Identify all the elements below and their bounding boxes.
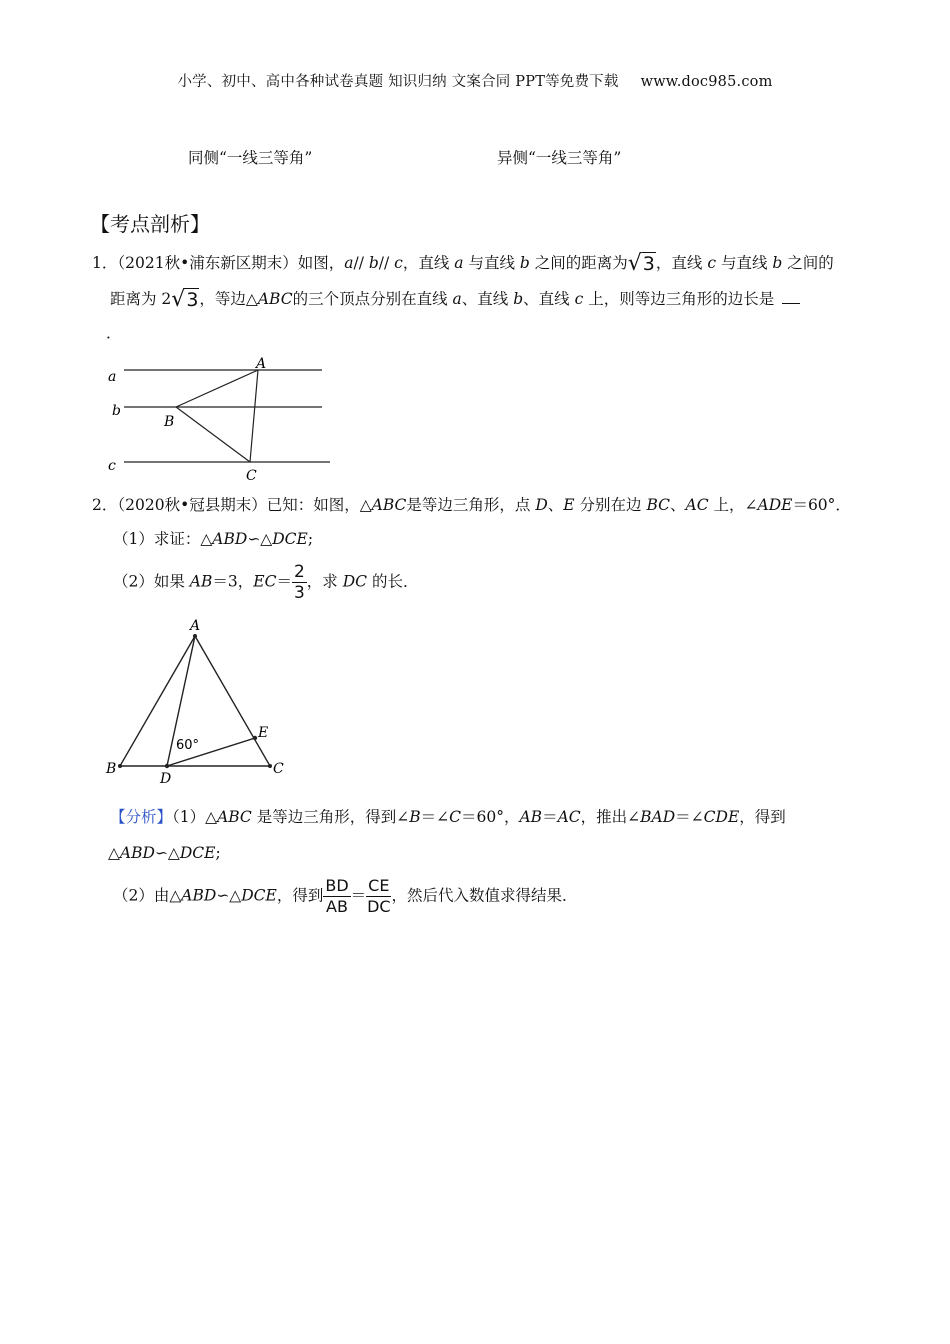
header-site-link[interactable]: www.doc985.com — [640, 74, 773, 90]
analysis-a7: ＝∠ — [675, 808, 704, 826]
q1-dist-label: 距离为 2 — [110, 290, 172, 308]
fraction-ce-dc — [366, 876, 391, 917]
q1-text-3: 之间的距离为 — [529, 254, 628, 272]
fraction-ab: AB — [326, 897, 348, 916]
analysis-c1: （2）由△ — [113, 886, 182, 905]
q1-figure — [100, 352, 340, 488]
analysis-b2: ∽△ — [154, 844, 180, 862]
q2-angle-ade: ADE — [757, 496, 793, 514]
label-point-a: A — [256, 356, 267, 372]
q1-text-6: 之间的 — [782, 254, 834, 272]
label-line-c: c — [108, 458, 116, 474]
q1-source: （2021秋•浦东新区期末）如图， — [117, 254, 345, 272]
q2-part1-a: （1）求证：△ — [113, 530, 213, 548]
q2-part1-abd: ABD — [212, 530, 248, 548]
q2-stem-a: （2020秋•冠县期末）已知：如图，△ — [117, 496, 372, 514]
side-bc — [176, 407, 250, 462]
q1-l2-line-c: c — [574, 290, 584, 308]
side-ac — [195, 636, 270, 766]
q2-part1-c: ; — [307, 530, 314, 548]
q2-part2-e: 的长． — [367, 572, 419, 591]
q1-line-b-2: b — [772, 254, 783, 272]
analysis-ab: AB — [519, 808, 543, 826]
analysis-c4: ，然后代入数值求得结果． — [391, 886, 578, 905]
caption-opposite-side: 异侧“一线三等角” — [497, 149, 622, 167]
point-e — [253, 736, 257, 740]
label-point-b: B — [164, 414, 175, 430]
q1-l2-text-b: ，等边△ — [199, 290, 258, 308]
label-point-d: D — [160, 771, 172, 787]
q2-figure — [100, 612, 300, 787]
analysis-a6: ，推出∠ — [580, 808, 641, 826]
q1-line-2 — [110, 288, 800, 311]
analysis-ac: AC — [557, 808, 581, 826]
q1-l2-line-b: b — [513, 290, 524, 308]
label-line-b: b — [112, 403, 121, 419]
label-angle-60: 60° — [176, 738, 200, 753]
q1-var-a: a — [344, 254, 354, 272]
analysis-line-2 — [108, 842, 221, 864]
q2-number: 2． — [92, 496, 118, 514]
analysis-c2-dce: DCE — [241, 886, 277, 905]
q1-l2-text-f: 上，则等边三角形的边长是 — [583, 290, 775, 308]
q2-triangle-abc: ABC — [371, 496, 407, 514]
q2-part1-dce: DCE — [272, 530, 308, 548]
page-header — [0, 70, 950, 91]
side-ac — [250, 370, 258, 462]
q2-part-2 — [113, 562, 418, 603]
q1-l2-line-a: a — [452, 290, 462, 308]
q2-stem-b: 是等边三角形，点 — [406, 496, 536, 514]
q1-number: 1． — [92, 254, 118, 272]
q2-point-e: E — [563, 496, 575, 514]
q1-line-1 — [92, 252, 834, 275]
analysis-dce: DCE — [179, 844, 216, 862]
q1-line-a: a — [454, 254, 464, 272]
q2-part-1 — [113, 528, 313, 550]
label-point-c: C — [273, 761, 284, 777]
q1-var-b: b — [368, 254, 379, 272]
q2-part2-a: （2）如果 — [113, 572, 190, 591]
analysis-angle-b: B — [409, 808, 421, 826]
q2-fraction-2-3 — [292, 562, 307, 603]
q2-part1-b: ∽△ — [247, 530, 273, 548]
q2-stem-h: 上，∠ — [708, 496, 758, 514]
q2-stem-f: 分别在边 — [574, 496, 647, 514]
section-title: 【考点剖析】 — [90, 212, 210, 236]
analysis-c3: ，得到 — [276, 886, 324, 905]
analysis-c1-abd: ABD — [181, 886, 217, 905]
q1-l2-text-e: 、直线 — [523, 290, 575, 308]
analysis-b3: ; — [215, 844, 221, 862]
q2-part2-d: ，求 — [306, 572, 343, 591]
fraction-numerator: 2 — [293, 562, 305, 582]
analysis-a2: 是等边三角形，得到∠ — [251, 808, 410, 826]
analysis-line-1 — [110, 806, 786, 828]
q2-part2-dc: DC — [342, 572, 368, 591]
analysis-eq: ＝ — [350, 886, 367, 905]
fraction-denominator: 3 — [293, 583, 305, 603]
analysis-a3: ＝∠ — [420, 808, 450, 826]
q1-line-c: c — [707, 254, 717, 272]
analysis-abd: ABD — [119, 844, 155, 862]
q1-parallel-1: // — [353, 254, 369, 272]
point-a — [193, 634, 197, 638]
q1-text-1: ，直线 — [402, 254, 455, 272]
q1-sqrt-radicand: 3 — [642, 253, 655, 275]
q2-stem — [92, 494, 851, 516]
q1-parallel-2: // — [378, 254, 395, 272]
q1-line-b: b — [519, 254, 530, 272]
q2-part2-ec: EC — [253, 572, 277, 591]
q1-var-c: c — [394, 254, 403, 272]
fraction-dc: DC — [367, 897, 391, 916]
q1-triangle-abc: ABC — [257, 290, 293, 308]
label-point-b: B — [106, 761, 117, 777]
q1-sqrt-3-b: √3 — [171, 287, 199, 312]
label-point-e: E — [258, 725, 269, 741]
analysis-a5: ＝ — [542, 808, 558, 826]
q1-text-5: 与直线 — [716, 254, 773, 272]
side-ab — [176, 370, 258, 407]
answer-blank — [782, 303, 800, 304]
q1-text-4: ，直线 — [655, 254, 708, 272]
q2-part2-b: ＝3， — [212, 572, 254, 591]
analysis-abc: ABC — [217, 808, 252, 826]
analysis-a8: ，得到 — [739, 808, 786, 826]
analysis-c2: ∽△ — [216, 886, 242, 905]
q2-point-d: D — [535, 496, 548, 514]
q2-stem-g: 、 — [670, 496, 686, 514]
fraction-bd: BD — [325, 876, 349, 895]
q2-side-ac: AC — [685, 496, 709, 514]
q1-sqrt-3: √3 — [627, 251, 655, 276]
label-line-a: a — [108, 369, 117, 385]
q2-side-bc: BC — [646, 496, 670, 514]
analysis-a1: （1）△ — [172, 808, 218, 826]
q2-stem-c: 、 — [547, 496, 564, 514]
label-point-a: A — [190, 618, 201, 634]
analysis-cde: CDE — [703, 808, 740, 826]
analysis-tag: 【分析】 — [110, 808, 173, 826]
q1-line-3: ． — [106, 324, 122, 342]
q1-text-2: 与直线 — [463, 254, 520, 272]
point-b — [118, 764, 122, 768]
point-d — [165, 764, 169, 768]
fraction-bd-ab — [323, 876, 350, 917]
q2-part2-ab: AB — [189, 572, 213, 591]
q1-l2-text-c: 的三个顶点分别在直线 — [292, 290, 453, 308]
fraction-ce: CE — [368, 876, 390, 895]
analysis-line-3 — [113, 876, 577, 917]
q1-l2-text-d: 、直线 — [461, 290, 514, 308]
q1-sqrt-radicand-2: 3 — [186, 289, 199, 311]
header-text: 小学、初中、高中各种试卷真题 知识归纳 文案合同 PPT等免费下载 — [177, 74, 619, 90]
q2-part2-c: ＝ — [276, 572, 292, 591]
analysis-angle-c: C — [449, 808, 461, 826]
caption-same-side: 同侧“一线三等角” — [188, 149, 313, 167]
label-point-c: C — [246, 468, 257, 484]
point-c — [268, 764, 272, 768]
analysis-bad: BAD — [640, 808, 676, 826]
analysis-b1: △ — [108, 844, 120, 862]
analysis-a4: ＝60°， — [460, 808, 520, 826]
q2-stem-i: ＝60°． — [792, 496, 851, 514]
